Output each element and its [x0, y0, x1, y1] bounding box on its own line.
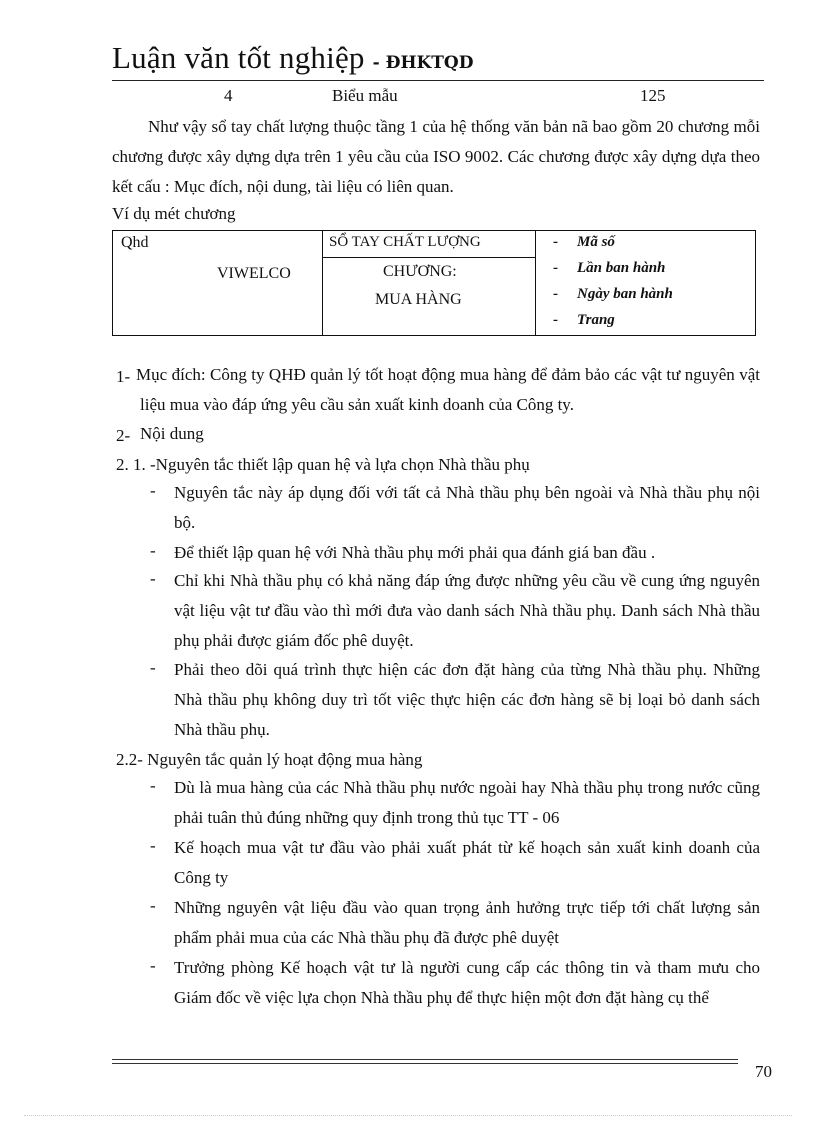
bullet-mark: - — [150, 776, 156, 795]
list-item: Phải theo dõi quá trình thực hiện các đơn đặt hàng của từng Nhà thầu phụ. Những Nhà thầu phụ không duy trì tốt việc thực hiện các đơn hàng sẽ bị loại bỏ danh sách Nhà thầu phụ. — [174, 660, 760, 739]
list-item: Dù là mua hàng của các Nhà thầu phụ nước ngoài hay Nhà thầu phụ trong nước cũng phải tuân thủ đúng những quy định trong thủ tục TT - 06 — [174, 778, 760, 827]
page-number: 70 — [755, 1062, 772, 1081]
section2-number: 2- — [116, 426, 131, 445]
example-label: Ví dụ mét chương — [112, 204, 236, 223]
bullet-mark: - — [150, 569, 156, 588]
bullet-mark: - — [150, 896, 156, 915]
header-title: Luận văn tốt nghiệp — [112, 40, 365, 75]
box-company-name: VIWELCO — [217, 265, 291, 282]
footer-rule — [112, 1063, 738, 1064]
box-field-page: - Trang — [553, 312, 615, 328]
box-field-issue: - Lần ban hành — [553, 260, 666, 276]
table-row-col2: Biểu mẫu — [332, 86, 398, 105]
manual-header-box — [112, 230, 756, 336]
page-edge-divider — [24, 1115, 792, 1116]
page-header — [112, 40, 764, 76]
list-item: Kế hoạch mua vật tư đầu vào phải xuất phát từ kế hoạch sản xuất kinh doanh của Công ty — [174, 838, 760, 887]
list-item: Để thiết lập quan hệ với Nhà thầu phụ mới phải qua đánh giá ban đầu . — [174, 543, 656, 562]
table-row-col3: 125 — [640, 86, 666, 105]
box-chapter-label: CHƯƠNG: — [383, 263, 457, 280]
bullet-mark: - — [150, 541, 156, 560]
box-field-code: - Mã số — [553, 234, 615, 250]
section1-text: Mục đích: Công ty QHĐ quản lý tốt hoạt động mua hàng để đảm bảo các vật tư nguyên vật liệu mua vào đáp ứng yêu cầu sản xuất kinh doanh của Công ty. — [136, 365, 760, 414]
section1-number: 1- — [116, 367, 131, 386]
list-item: Chỉ khi Nhà thầu phụ có khả năng đáp ứng được những yêu cầu về cung ứng nguyên vật liệu vật tư đầu vào thì mới đưa vào danh sách Nhà thầu phụ. Danh sách Nhà thầu phụ phải được giám đốc phê duyệt. — [174, 571, 760, 650]
box-chapter-name: MUA HÀNG — [375, 291, 462, 308]
bullet-mark: - — [150, 956, 156, 975]
list-item: Nguyên tắc này áp dụng đối với tất cả Nhà thầu phụ bên ngoài và Nhà thầu phụ nội bộ. — [174, 483, 760, 532]
bullet-mark: - — [150, 481, 156, 500]
table-row-col1: 4 — [224, 86, 233, 105]
intro-paragraph: Như vậy sổ tay chất lượng thuộc tầng 1 của hệ thống văn bản nã bao gồm 20 chương mỗi chương được xây dựng dựa trên 1 yêu cầu của ISO 9002. Các chương được xây dựng dựa theo kết cấu : Mục đích, nội dung, tài liệu có liên quan. — [112, 117, 760, 196]
box-company-code: Qhd — [121, 234, 149, 251]
section2-title: Nội dung — [140, 424, 204, 443]
header-subtitle: - ĐHKTQD — [372, 53, 474, 73]
list-item: Những nguyên vật liệu đầu vào quan trọng ảnh hưởng trực tiếp tới chất lượng sản phẩm phải mua của các Nhà thầu phụ đã được phê duyệt — [174, 898, 760, 947]
box-manual-title: SỔ TAY CHẤT LƯỢNG — [329, 234, 481, 250]
footer-rule — [112, 1059, 738, 1060]
list-item: Trưởng phòng Kế hoạch vật tư là người cung cấp các thông tin và tham mưu cho Giám đốc về việc lựa chọn Nhà thầu phụ để thực hiện một đơn đặt hàng cụ thể — [174, 958, 760, 1007]
bullet-mark: - — [150, 836, 156, 855]
box-field-date: - Ngày ban hành — [553, 286, 673, 302]
header-rule — [112, 80, 764, 81]
bullet-mark: - — [150, 658, 156, 677]
subsection21-title: 2. 1. -Nguyên tắc thiết lập quan hệ và lựa chọn Nhà thầu phụ — [116, 455, 530, 474]
subsection22-title: 2.2- Nguyên tắc quản lý hoạt động mua hàng — [116, 750, 423, 769]
